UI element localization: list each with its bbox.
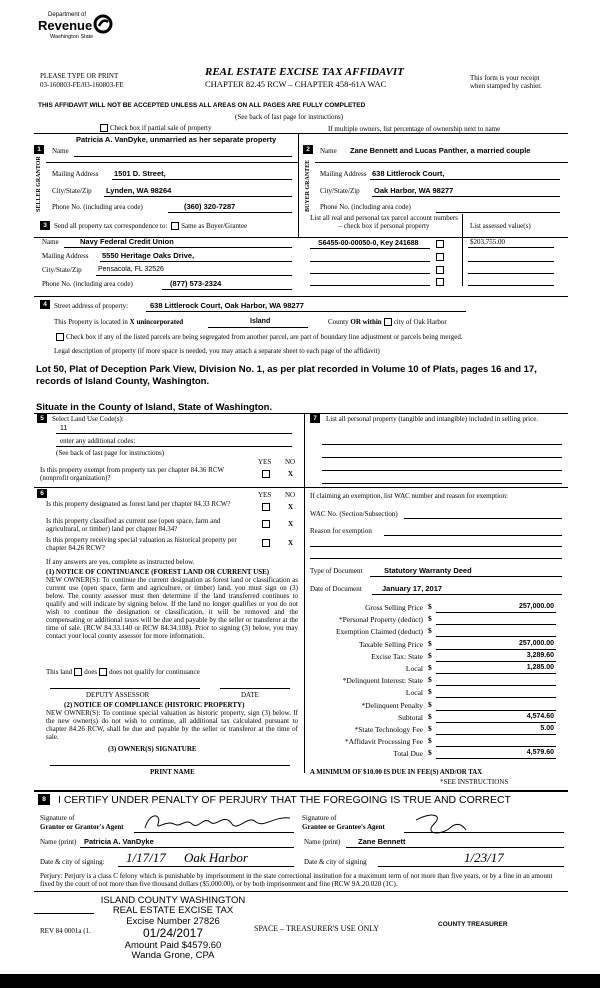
additional-codes: enter any additional codes: <box>60 437 136 445</box>
amount-value[interactable]: 4,579.60 <box>526 749 554 756</box>
doc-date[interactable]: January 17, 2017 <box>382 584 443 593</box>
q2-no-x[interactable]: X <box>288 520 294 528</box>
seller-name: Patricia A. VanDyke, unmarried as her separate property <box>76 135 277 144</box>
county-treasurer: COUNTY TREASURER <box>438 921 508 928</box>
amount-label: Total Due <box>393 749 423 758</box>
section-4-badge: 4 <box>40 300 50 309</box>
amount-label: *Delinquent Penalty <box>361 701 423 710</box>
doc-date-label: Date of Document <box>310 585 362 593</box>
grantee-signature[interactable] <box>410 810 470 840</box>
seller-name-label: Name <box>52 147 69 155</box>
grantee-date[interactable]: 1/23/17 <box>464 850 504 865</box>
dollar-sign: $ <box>428 687 432 696</box>
tax-name-label: Name <box>42 238 59 246</box>
personal-property-label: List all personal property (tangible and intangible) included in selling price. <box>326 415 539 423</box>
land-use-see-back: (See back of last page for instructions) <box>56 449 165 457</box>
tax-mailing-label: Mailing Address <box>42 252 89 260</box>
grantor-sig-label: Signature of Grantor or Grantor's Agent <box>40 814 124 832</box>
minimum-note: A MINIMUM OF $10.00 IS DUE IN FEE(S) AND/OR TAX <box>310 769 483 776</box>
certify-heading: I CERTIFY UNDER PENALTY OF PERJURY THAT THE FOREGOING IS TRUE AND CORRECT <box>58 794 511 806</box>
print-name-label: PRINT NAME <box>150 768 195 776</box>
amount-value[interactable]: 5.00 <box>540 725 554 732</box>
property-street[interactable]: 638 Littlerock Court, Oak Harbor, WA 98277 <box>150 301 304 310</box>
does-not-checkbox[interactable] <box>99 668 107 676</box>
stamp-amount: Amount Paid $4579.60 <box>124 939 222 951</box>
dollar-sign: $ <box>428 663 432 672</box>
dollar-sign: $ <box>428 724 432 733</box>
excise-stamp <box>88 896 258 961</box>
dollar-sign: $ <box>428 626 432 635</box>
dollar-sign: $ <box>428 736 432 745</box>
street-label: Street address of property: <box>54 302 129 310</box>
seller-mailing[interactable]: 1501 D. Street, <box>114 169 166 178</box>
legal-label: Legal description of property (if more space is needed, you may attach a separate sheet to each page of the affidavit) <box>54 347 380 355</box>
seller-city-label: City/State/Zip <box>52 187 92 195</box>
dollar-sign: $ <box>428 651 432 660</box>
partial-sale: Check box if partial sale of property <box>98 124 211 132</box>
dollar-sign: $ <box>428 675 432 684</box>
no-header-5: NO <box>285 458 296 466</box>
stamp-county: ISLAND COUNTY WASHINGTON <box>100 895 246 906</box>
grantee-name-label: Name (print) <box>304 838 341 846</box>
notice2-title: (2) NOTICE OF COMPLIANCE (HISTORIC PROPERTY) <box>64 701 245 709</box>
section-7-badge: 7 <box>310 414 320 423</box>
stamp-tax: REAL ESTATE EXCISE TAX <box>112 905 234 917</box>
tax-mailing[interactable]: 5550 Heritage Oaks Drive, <box>102 251 195 260</box>
parcel-number[interactable]: S6455-00-00050-0, Key 241688 <box>318 240 419 247</box>
no-header-6: NO <box>285 491 296 499</box>
dollar-sign: $ <box>428 700 432 709</box>
amount-label: *Affidavit Processing Fee <box>344 737 423 746</box>
dollar-sign: $ <box>428 614 432 623</box>
see-instructions: *SEE INSTRUCTIONS <box>440 778 509 786</box>
please-type: PLEASE TYPE OR PRINT <box>40 72 119 80</box>
see-back: (See back of last page for instructions) <box>235 113 344 121</box>
wac-label: WAC No. (Section/Subsection) <box>310 510 398 518</box>
washington-state-label: Washington State <box>50 34 94 40</box>
buyer-mailing[interactable]: 638 Littlerock Court, <box>372 169 445 178</box>
exempt-yes-checkbox[interactable] <box>262 470 270 478</box>
treasurer-space: SPACE – TREASURER'S USE ONLY <box>254 924 380 933</box>
parcel-checkbox-1[interactable] <box>436 240 444 248</box>
doc-type[interactable]: Statutory Warranty Deed <box>384 566 472 575</box>
deputy-assessor: DEPUTY ASSESSOR <box>86 691 150 699</box>
grantor-name-print[interactable]: Patricia A. VanDyke <box>84 837 154 846</box>
grantee-sig-label: Signature of Grantee or Grantee's Agent <box>302 814 385 832</box>
tax-name[interactable]: Navy Federal Credit Union <box>80 237 174 246</box>
stamp-date: 01/24/2017 <box>142 926 204 941</box>
buyer-city[interactable]: Oak Harbor, WA 98277 <box>374 186 454 195</box>
if-any-yes: If any answers are yes, complete as instructed below. <box>46 558 195 566</box>
land-use-code[interactable]: 11 <box>60 425 68 432</box>
bottom-edge <box>0 974 600 988</box>
yes-header-6: YES <box>258 491 272 499</box>
deputy-date: DATE <box>241 691 259 699</box>
warning: THIS AFFIDAVIT WILL NOT BE ACCEPTED UNLESS ALL AREAS ON ALL PAGES ARE FULLY COMPLETED <box>38 102 366 109</box>
amount-label: *State Technology Fee <box>354 725 423 734</box>
amount-value[interactable]: 4,574.60 <box>526 713 554 720</box>
dollar-sign: $ <box>428 712 432 721</box>
receipt-note-1: This form is your receipt <box>470 74 540 82</box>
section-8-badge: 8 <box>38 794 50 805</box>
situate[interactable]: Situate in the County of Island, State of Washington. <box>36 402 273 413</box>
amount-label: Subtotal <box>397 713 423 722</box>
amount-label: *Personal Property (deduct) <box>338 615 423 624</box>
section-3-badge: 3 <box>40 221 50 230</box>
parcel-checkbox-3[interactable] <box>436 266 444 274</box>
buyer-side-label: BUYER GRANTEE <box>305 159 311 212</box>
doc-type-label: Type of Document <box>310 567 363 575</box>
continuance-line: This land does does not qualify for continuance <box>46 668 200 676</box>
revenue-wordmark: Revenue <box>38 18 93 33</box>
partial-sale-checkbox[interactable] <box>100 124 108 132</box>
grantor-date-city-label: Date & city of signing: <box>40 858 105 866</box>
dollar-sign: $ <box>428 602 432 611</box>
stamp-excise-number: Excise Number 27826 <box>126 915 220 927</box>
county-value[interactable]: Island <box>250 318 271 325</box>
section-1-badge: 1 <box>34 145 44 154</box>
amount-value[interactable]: 3,289.60 <box>526 652 554 659</box>
owner-signature-label: (3) OWNER(S) SIGNATURE <box>108 745 197 753</box>
buyer-name-label: Name <box>320 147 337 155</box>
does-checkbox[interactable] <box>74 668 82 676</box>
perjury-note: Perjury: Perjury is a class C felony which is punishable by imprisonment in the state correctional institution for a maximum term of not more than five years, or by a fine in an amount fixed by the court of not more than five thousand dollars ($5,000.00), or by both imprisonment and fine (RCW 9A.20.020 (1C). <box>40 872 553 889</box>
assessed-value[interactable]: $203,755.00 <box>470 238 505 246</box>
city-checkbox[interactable] <box>384 318 392 326</box>
buyer-mailing-label: Mailing Address <box>320 170 367 178</box>
q2-yes-checkbox[interactable] <box>262 520 270 528</box>
same-as-buyer-checkbox[interactable] <box>171 222 179 230</box>
yes-header-5: YES <box>258 458 272 466</box>
legal-description[interactable]: Lot 50, Plat of Deception Park View, Division No. 1, as per plat recorded in Volume 10 of Plats, pages 16 and 17, records of Island County, Washington. <box>36 364 537 387</box>
amount-label: Local <box>405 664 423 673</box>
amount-label: Local <box>405 688 423 697</box>
dollar-sign: $ <box>428 748 432 757</box>
q3-no-x[interactable]: X <box>288 539 294 547</box>
multiple-owners: If multiple owners, list percentage of ownership next to name <box>328 125 501 133</box>
grantee-date-city-label: Date & city of signing <box>304 858 367 866</box>
dollar-sign: $ <box>428 639 432 648</box>
land-use-label: Select Land Use Code(s): <box>52 415 124 423</box>
tax-city[interactable]: Pensacola, FL 32526 <box>98 266 164 273</box>
amount-label: *Delinquent Interest: State <box>342 676 423 685</box>
segregated-note: Check box if any of the listed parcels are being segregated from another parcel, are part of boundary line adjustment or parcels being merged. <box>54 333 463 341</box>
grantor-name-label: Name (print) <box>40 838 77 846</box>
tax-phone[interactable]: (877) 573-2324 <box>170 279 222 288</box>
q3-historic: Is this property receiving special valuation as historical property per chapter 84.26 RCW? <box>46 536 237 553</box>
grantee-name-print[interactable]: Zane Bennett <box>358 837 406 846</box>
reason-label: Reason for exemption <box>310 527 372 535</box>
form-title: REAL ESTATE EXCISE TAX AFFIDAVIT <box>205 66 404 78</box>
q1-yes-checkbox[interactable] <box>262 503 270 511</box>
parcel-checkbox-2[interactable] <box>436 253 444 261</box>
section-6-badge: 6 <box>37 489 47 498</box>
seller-side-label: SELLER GRANTOR <box>36 156 42 212</box>
receipt-note-2: when stamped by cashier. <box>470 82 542 90</box>
assessed-header: List assessed value(s) <box>470 222 531 230</box>
parcel-header: List all real and personal tax parcel account numbers – check box if personal property <box>310 214 458 231</box>
amount-value[interactable]: 257,000.00 <box>518 640 554 647</box>
amount-value[interactable]: 1,285.00 <box>526 664 554 671</box>
section-5-badge: 5 <box>37 414 47 423</box>
seller-mailing-label: Mailing Address <box>52 170 99 178</box>
amount-label: Taxable Selling Price <box>358 640 423 649</box>
amount-value[interactable]: 257,000.00 <box>518 603 554 610</box>
rev-number: REV 84 0001a (1. <box>40 927 91 935</box>
tax-phone-label: Phone No. (including area code) <box>42 280 133 288</box>
notice2-body: NEW OWNER(S): To continue special valuation as historic property, sign (3) below. If the new owner(s) do not wish to continue, all additional tax calculated pursuant to chapter 84.26 RCW, shall be due and payable by the seller or transferor at the time of sale. <box>46 709 298 742</box>
notice1-body: NEW OWNER(S): To continue the current designation as forest land or classification as current use (open space, farm and agriculture, or timber) land, you must sign on (3) below. The county assessor must then determine if the land transferred continues to qualify and will indicate by signing below. If the land no longer qualifies or you do not wish to continue the designation or classification, it will be removed and the compensating or additional taxes will be due and payable by the seller or transferor at the time of sale. (RCW 84.33.140 or RCW 84.34.108). Prior to signing (3) below, you may contact your local county assessor for more information. <box>46 576 298 641</box>
section-2-badge: 2 <box>303 145 313 154</box>
dor-logo <box>38 12 118 50</box>
seller-city[interactable]: Lynden, WA 98264 <box>106 186 172 195</box>
wa-logo-icon <box>92 14 114 34</box>
q1-no-x[interactable]: X <box>288 503 294 511</box>
buyer-city-label: City/State/Zip <box>320 187 360 195</box>
q1-forest: Is this property designated as forest land per chapter 84.33 RCW? <box>46 500 231 508</box>
located-in: This Property is located in X unincorporated <box>54 318 184 326</box>
amount-label: Gross Selling Price <box>365 603 423 612</box>
amount-label: Excise Tax: State <box>371 652 423 661</box>
amount-label: Exemption Claimed (deduct) <box>335 627 423 636</box>
seller-phone[interactable]: (360) 320-7287 <box>184 202 236 211</box>
buyer-phone-label: Phone No. (including area code) <box>320 203 411 211</box>
grantor-date[interactable]: 1/17/17 <box>126 850 166 865</box>
exemption-claim-label: If claiming an exemption, list WAC number and reason for exemption: <box>310 492 508 500</box>
seller-phone-label: Phone No. (including area code) <box>52 203 143 211</box>
county-within: County OR within city of Oak Harbor <box>328 318 447 326</box>
segregated-checkbox[interactable] <box>56 333 64 341</box>
buyer-name[interactable]: Zane Bennett and Lucas Panther, a married couple <box>350 146 531 155</box>
exempt-question: Is this property exempt from property tax per chapter 84.36 RCW (nonprofit organization)? <box>40 466 224 483</box>
grantor-city[interactable]: Oak Harbor <box>184 850 248 865</box>
stamp-signer: Wanda Grone, CPA <box>131 949 215 961</box>
q2-current-use: Is this property classified as current use (open space, farm and agricultural, or timber) land per chapter 84.34? <box>46 517 221 534</box>
notice1-title: (1) NOTICE OF CONTINUANCE (FOREST LAND OR CURRENT USE) <box>46 568 270 576</box>
parcel-checkbox-4[interactable] <box>436 278 444 286</box>
form-ids: 03-160803-FE/03-160803-FE <box>40 81 124 89</box>
tax-corr-label: Send all property tax correspondence to: Same as Buyer/Grantee <box>54 222 248 230</box>
chapters: CHAPTER 82.45 RCW – CHAPTER 458-61A WAC <box>205 79 387 89</box>
exempt-no-x[interactable]: X <box>288 470 294 478</box>
dept-of-label: Department of <box>48 12 87 18</box>
q3-yes-checkbox[interactable] <box>262 539 270 547</box>
tax-city-label: City/State/Zip <box>42 266 82 274</box>
